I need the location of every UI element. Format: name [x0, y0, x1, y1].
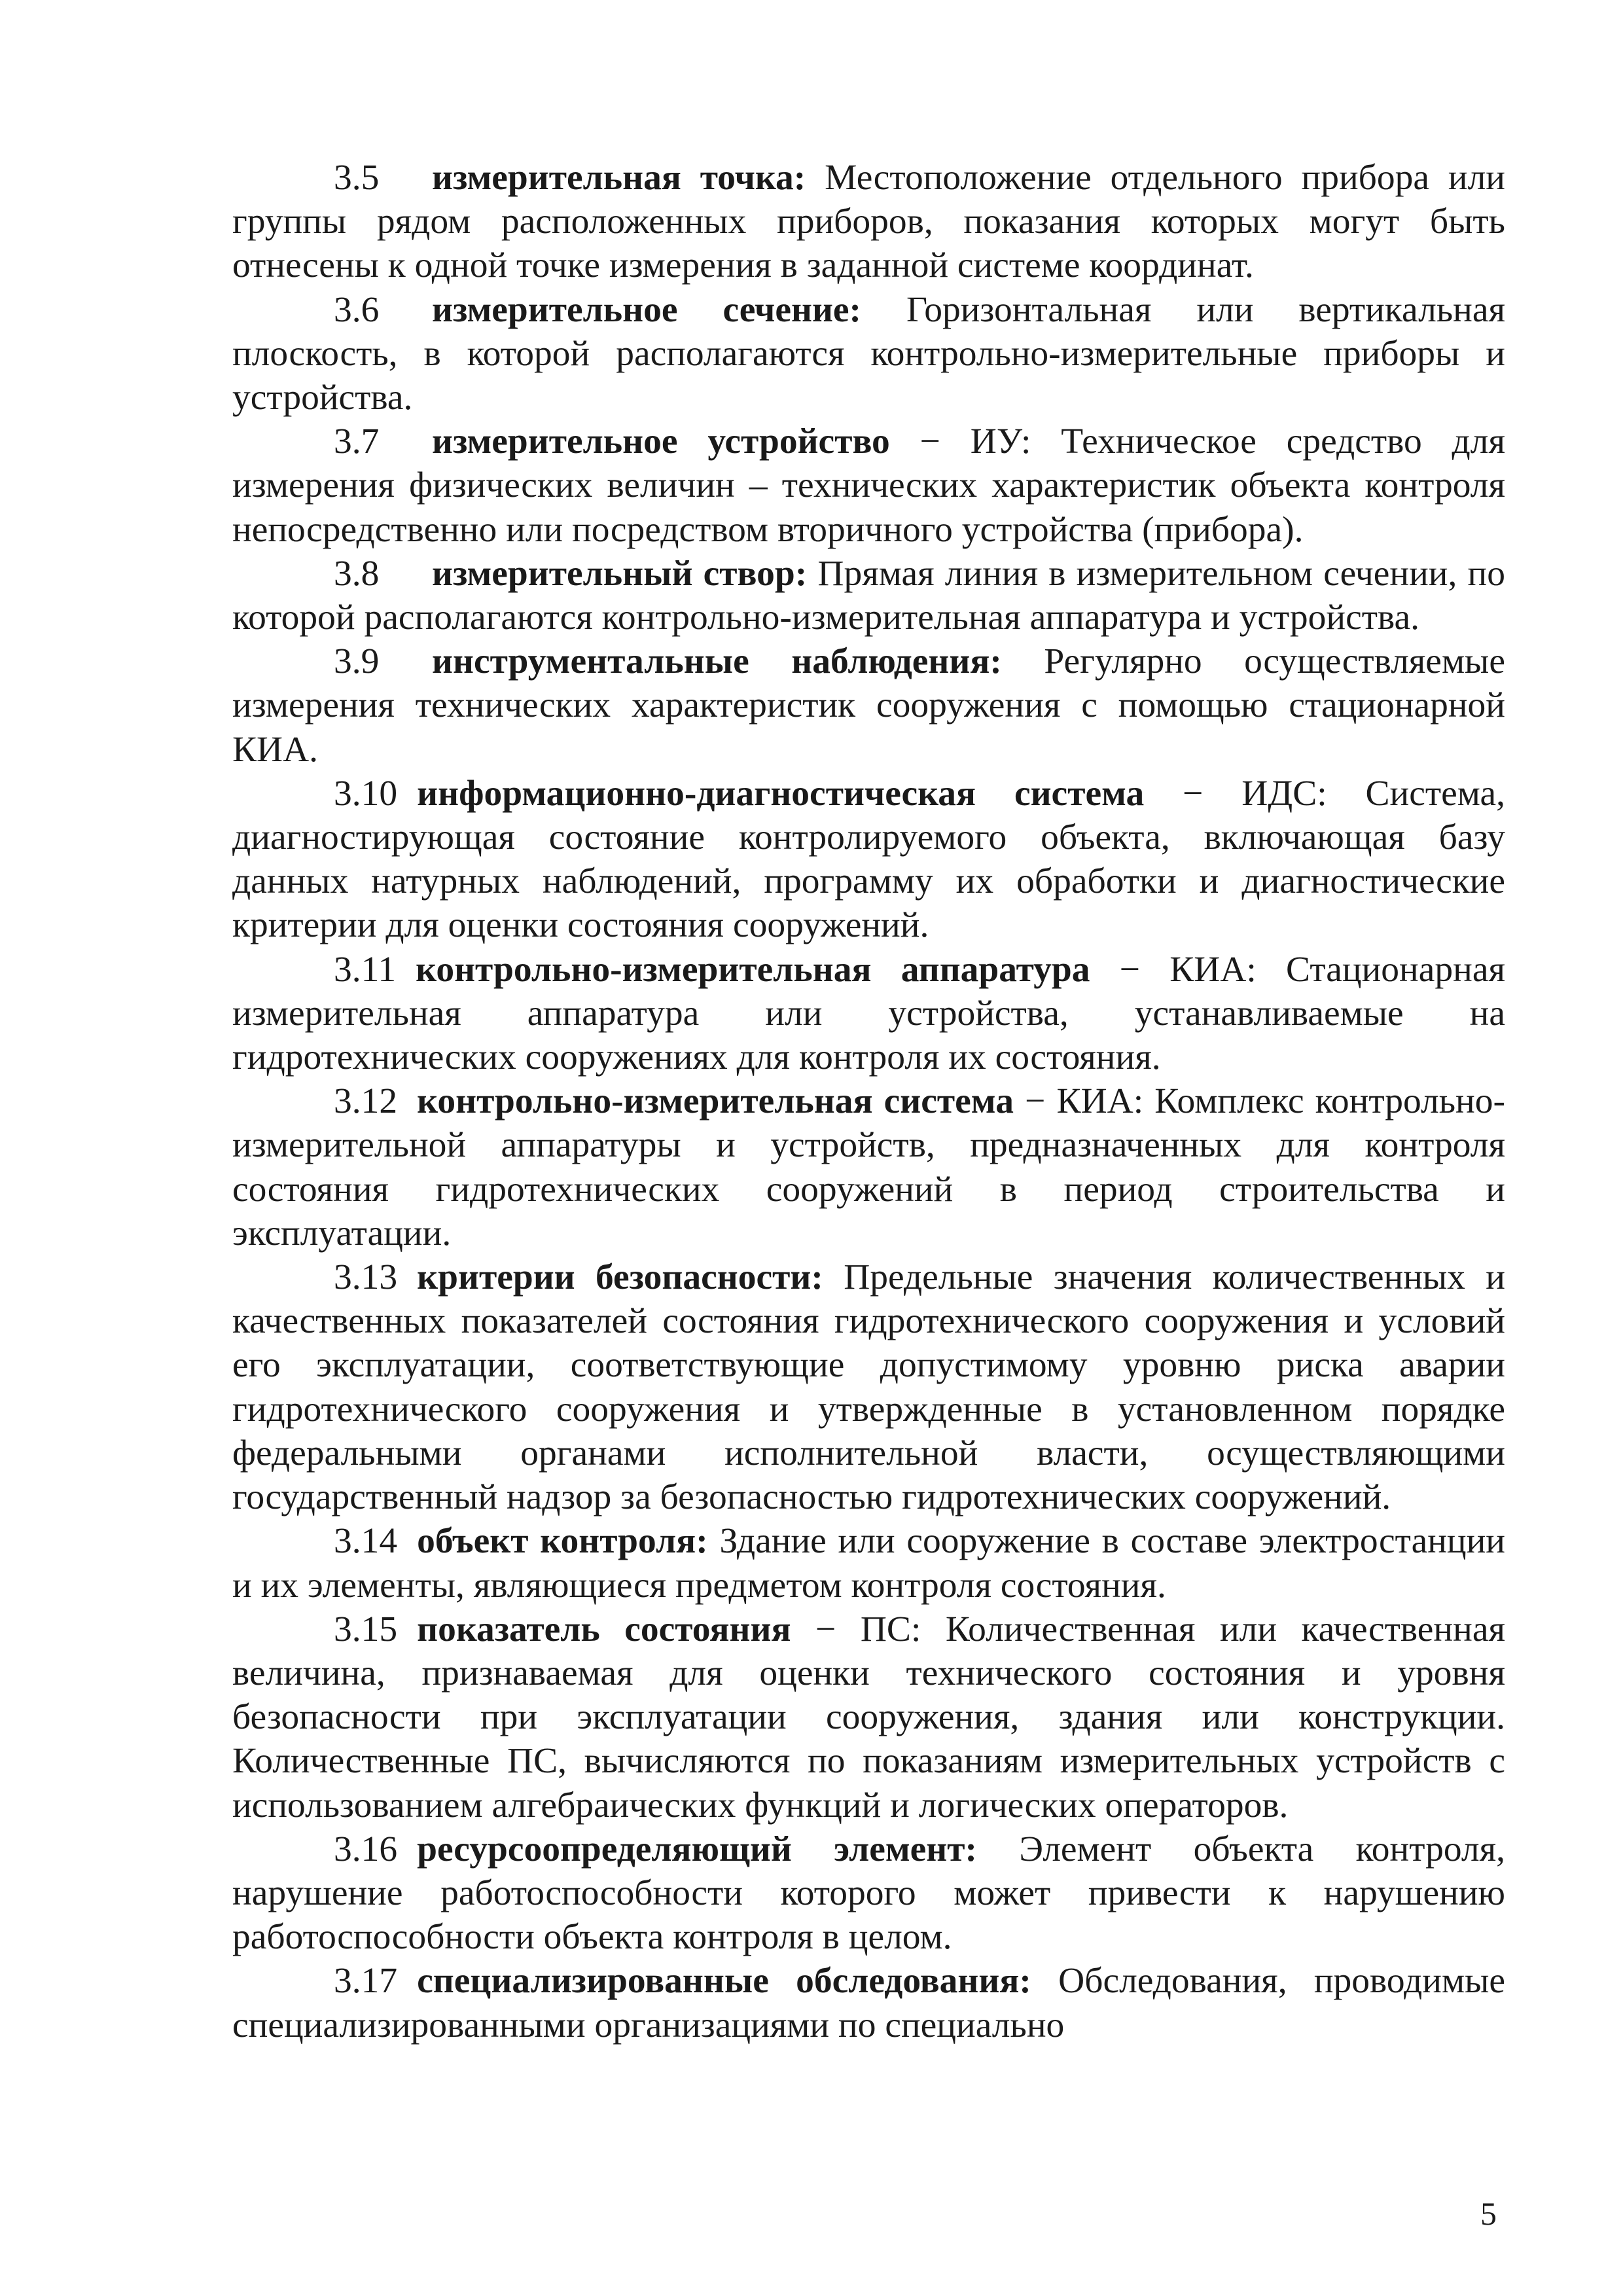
term-3-10 [232, 772, 1505, 948]
term-number: 3.8 [334, 553, 380, 594]
term-name: критерии безопасности: [417, 1257, 823, 1298]
term-name: измерительное устройство [432, 422, 890, 462]
term-definition: Регулярно осуществляемые измерения технических характеристик сооружения с помощью стационарной КИА. [232, 641, 1505, 770]
document-page [232, 156, 1505, 2047]
term-3-13 [232, 1255, 1505, 1519]
term-name: контрольно-измерительная аппаратура [416, 949, 1090, 990]
term-definition: Обследования, проводимые специализированными организациями по специально [232, 1961, 1505, 2045]
term-name: специализированные обследования: [417, 1961, 1031, 2001]
term-3-5 [232, 156, 1505, 288]
term-3-9 [232, 639, 1505, 772]
term-definition: Элемент объекта контроля, нарушение работоспособности которого может привести к нарушению работоспособности объекта контроля в целом. [232, 1829, 1505, 1958]
term-number: 3.6 [334, 289, 380, 330]
term-definition: Местоположение отдельного прибора или группы рядом расположенных приборов, показания которых могут быть отнесены к одной точке измерения в заданной системе координат. [232, 158, 1505, 286]
term-3-6 [232, 288, 1505, 420]
term-3-14 [232, 1519, 1505, 1607]
term-number: 3.11 [334, 949, 397, 990]
term-name: объект контроля: [417, 1521, 708, 1562]
term-number: 3.12 [334, 1081, 398, 1122]
term-name: измерительное сечение: [432, 289, 862, 330]
term-definition: Прямая линия в измерительном сечении, по которой располагаются контрольно-измерительная аппаратура и устройства. [232, 553, 1505, 638]
term-name: информационно-диагностическая система [417, 773, 1145, 814]
page-number: 5 [1480, 2195, 1497, 2232]
term-name: показатель состояния [417, 1609, 791, 1649]
term-definition: − ИУ: Техническое средство для измерения физических величин – технических характеристик объекта контроля непосредственно или посредством вторичного устройства (прибора). [232, 422, 1506, 550]
term-definition: − ПС: Количественная или качественная величина, признаваемая для оценки технического состояния и уровня безопасности при эксплуатации сооружения, здания или конструкции. Количественные ПС, вычисляются по показаниям измерительных устройств с использованием алгебраических функций и логических операторов. [232, 1609, 1505, 1825]
term-number: 3.5 [334, 158, 380, 198]
term-number: 3.10 [334, 773, 398, 814]
term-name: контрольно-измерительная система [417, 1081, 1014, 1122]
term-number: 3.14 [334, 1521, 398, 1562]
term-definition: − КИА: Стационарная измерительная аппаратура или устройства, устанавливаемые на гидротехнических сооружениях для контроля их состояния. [232, 949, 1505, 1078]
term-definition: − ИДС: Система, диагностирующая состояние контролируемого объекта, включающая базу данных натурных наблюдений, программу их обработки и диагностические критерии для оценки состояния сооружений. [232, 773, 1505, 946]
term-3-16 [232, 1827, 1505, 1960]
term-number: 3.15 [334, 1609, 398, 1649]
term-3-8 [232, 552, 1505, 639]
term-3-12 [232, 1079, 1505, 1255]
term-name: инструментальные наблюдения: [432, 641, 1002, 682]
term-number: 3.7 [334, 422, 380, 462]
term-3-17 [232, 1959, 1505, 2047]
term-name: измерительная точка: [432, 158, 806, 198]
term-number: 3.9 [334, 641, 380, 682]
term-3-7 [232, 420, 1505, 552]
term-definition: Горизонтальная или вертикальная плоскость, в которой располагаются контрольно-измерительные приборы и устройства. [232, 289, 1505, 418]
term-number: 3.17 [334, 1961, 398, 2001]
term-definition: Предельные значения количественных и качественных показателей состояния гидротехнического сооружения и условий его эксплуатации, соответствующие допустимому уровню риска аварии гидротехнического сооружения и утвержденные в установленном порядке федеральными органами исполнительной власти, осуществляющими государственный надзор за безопасностью гидротехнических сооружений. [232, 1257, 1505, 1518]
term-name: ресурсоопределяющий элемент: [417, 1829, 978, 1869]
term-definition: − КИА: Комплекс контрольно-измерительной аппаратуры и устройств, предназначенных для контроля состояния гидротехнических сооружений в период строительства и эксплуатации. [232, 1081, 1505, 1253]
term-number: 3.13 [334, 1257, 398, 1298]
term-3-11 [232, 948, 1505, 1080]
term-number: 3.16 [334, 1829, 398, 1869]
term-definition: Здание или сооружение в составе электростанции и их элементы, являющиеся предметом контроля состояния. [232, 1521, 1506, 1605]
term-3-15 [232, 1607, 1505, 1827]
term-name: измерительный створ: [432, 553, 808, 594]
